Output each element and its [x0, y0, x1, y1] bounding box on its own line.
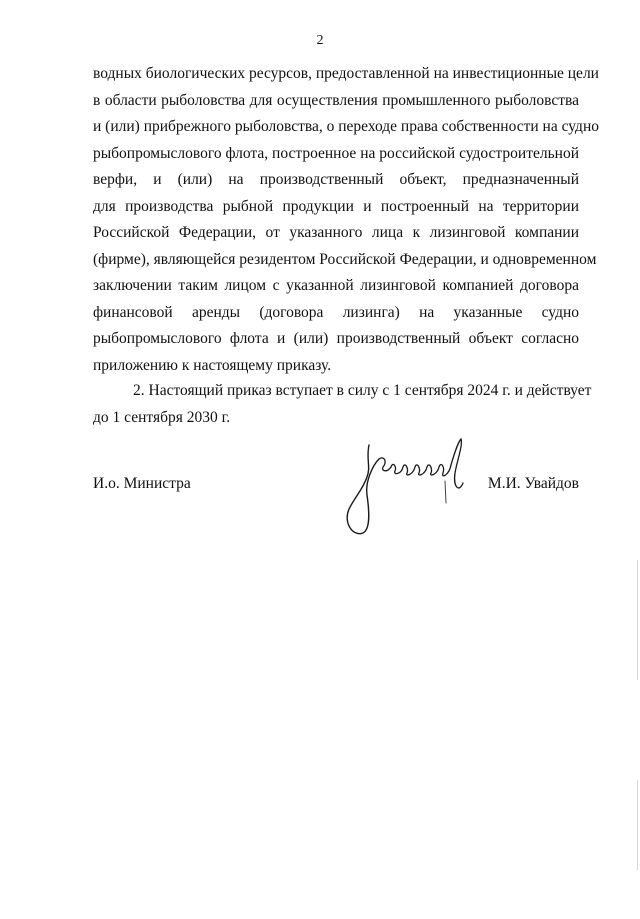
text-line: Российской Федерации, от указанного лица к лизинговой компании — [93, 224, 579, 241]
text-line: заключении таким лицом с указанной лизинговой компанией договора — [93, 277, 579, 294]
signature-block — [93, 471, 579, 551]
text-line: рыбопромыслового флота, построенное на российской судостроительной — [93, 144, 579, 162]
text-line: и (или) прибрежного рыболовства, о переходе права собственности на судно — [93, 118, 599, 135]
paragraph-1 — [93, 61, 599, 379]
text-line: финансовой аренды (договора лизинга) на указанные судно — [93, 303, 579, 321]
text-line: в области рыболовства для осуществления промышленного рыболовства — [93, 91, 579, 109]
paragraph-2 — [93, 378, 592, 431]
text-line: приложению к настоящему приказу. — [93, 356, 332, 374]
scan-edge-mark — [637, 560, 638, 680]
text-line: до 1 сентября 2030 г. — [93, 408, 231, 426]
text-line: рыбопромыслового флота и (или) производственный объект согласно — [93, 330, 579, 347]
text-line: (фирме), являющейся резидентом Российской Федерации, и одновременном — [93, 250, 597, 268]
page-number: 2 — [316, 33, 324, 48]
signer-title: И.о. Министра — [93, 475, 191, 492]
text-line: для производства рыбной продукции и построенный на территории — [93, 197, 579, 215]
text-line: верфи, и (или) на производственный объект, предназначенный — [93, 171, 579, 188]
scan-edge-mark — [637, 780, 638, 870]
signer-name: М.И. Увайдов — [487, 475, 579, 492]
handwritten-signature — [333, 437, 468, 547]
text-line: водных биологических ресурсов, предоставленной на инвестиционные цели — [93, 65, 599, 82]
text-line: 2. Настоящий приказ вступает в силу с 1 сентября 2024 г. и действует — [133, 382, 592, 399]
